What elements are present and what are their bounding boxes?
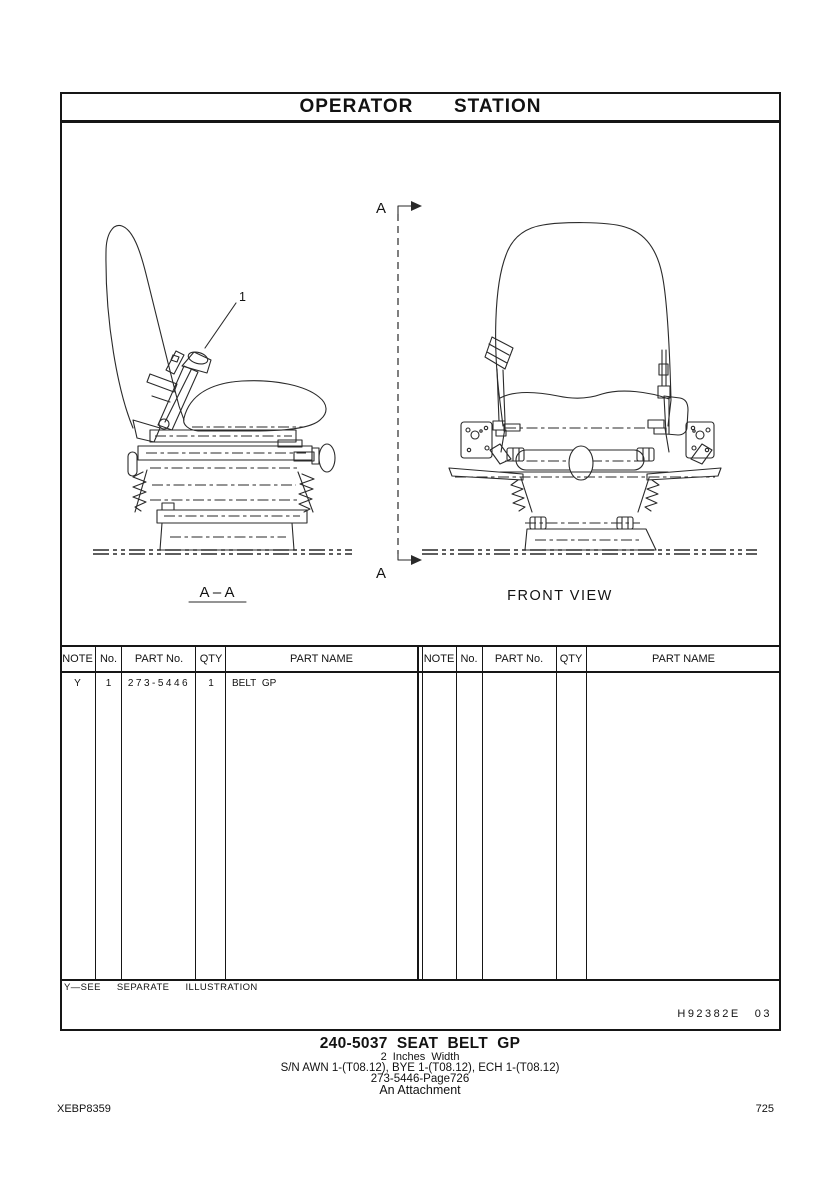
footer-document-code: XEBP8359 bbox=[57, 1103, 111, 1115]
caption-title: 240-5037 SEAT BELT GP bbox=[319, 1035, 521, 1052]
row-no: 1 bbox=[105, 678, 112, 689]
table-vline-center bbox=[422, 645, 424, 979]
drawing-rev: 03 bbox=[754, 1008, 772, 1020]
left-view-label: A – A bbox=[199, 584, 235, 601]
table-vline bbox=[225, 645, 226, 979]
table-vline bbox=[121, 645, 122, 979]
table-border-bottom bbox=[60, 979, 781, 981]
section-line bbox=[376, 200, 422, 582]
col-header-partno: PART No. bbox=[134, 653, 184, 665]
caption-attachment: An Attachment bbox=[379, 1083, 461, 1097]
caption-page-ref: 273-5446-Page726 bbox=[370, 1073, 470, 1085]
footer-page-number: 725 bbox=[755, 1103, 774, 1115]
drawing-code: H92382E bbox=[677, 1008, 741, 1020]
col-header-qty-2: QTY bbox=[559, 653, 583, 665]
row-part-no: 273-5446 bbox=[127, 678, 191, 689]
view-labels bbox=[189, 584, 613, 604]
section-letter-top: A bbox=[375, 200, 386, 217]
table-vline bbox=[95, 645, 96, 979]
front-view-drawing bbox=[422, 223, 757, 554]
table-vline bbox=[195, 645, 196, 979]
col-header-qty: QTY bbox=[199, 653, 223, 665]
section-letter-bottom: A bbox=[375, 565, 386, 582]
callout-1-label: 1 bbox=[239, 290, 246, 304]
col-header-note-2: NOTE bbox=[423, 653, 455, 665]
table-header-divider bbox=[60, 671, 781, 673]
table-vline bbox=[556, 645, 557, 979]
caption-subtitle: 2 Inches Width bbox=[380, 1051, 460, 1063]
seat-belt-diagram bbox=[60, 124, 781, 643]
row-note: Y bbox=[74, 678, 81, 689]
title-divider bbox=[60, 120, 781, 123]
table-footnote: Y—SEE SEPARATE ILLUSTRATION bbox=[64, 982, 258, 993]
table-vline bbox=[456, 645, 457, 979]
table-border-top bbox=[60, 645, 781, 647]
col-header-no: No. bbox=[99, 653, 118, 665]
caption-serial-line: S/N AWN 1-(T08.12), BYE 1-(T08.12), ECH 1-(T08.12) bbox=[280, 1062, 560, 1074]
col-header-partname: PART NAME bbox=[290, 653, 353, 665]
col-header-no-2: No. bbox=[460, 653, 478, 665]
col-header-note: NOTE bbox=[62, 653, 93, 665]
drawing-number bbox=[677, 1008, 772, 1020]
table-vline bbox=[482, 645, 483, 979]
col-header-partno-2: PART No. bbox=[494, 653, 544, 665]
table-vline-center bbox=[417, 645, 419, 979]
seat-belt-buckle-front bbox=[485, 337, 520, 436]
table-vline bbox=[586, 645, 587, 979]
row-part-name: BELT GP bbox=[232, 678, 277, 689]
col-header-partname-2: PART NAME bbox=[652, 653, 715, 665]
page-title: OPERATOR STATION bbox=[299, 96, 542, 117]
seat-belt-side bbox=[133, 350, 211, 442]
row-qty: 1 bbox=[208, 678, 214, 689]
right-view-label: FRONT VIEW bbox=[507, 588, 613, 604]
callout-1 bbox=[205, 290, 246, 348]
side-view-drawing bbox=[93, 226, 352, 554]
mount-plate-left bbox=[461, 422, 492, 458]
